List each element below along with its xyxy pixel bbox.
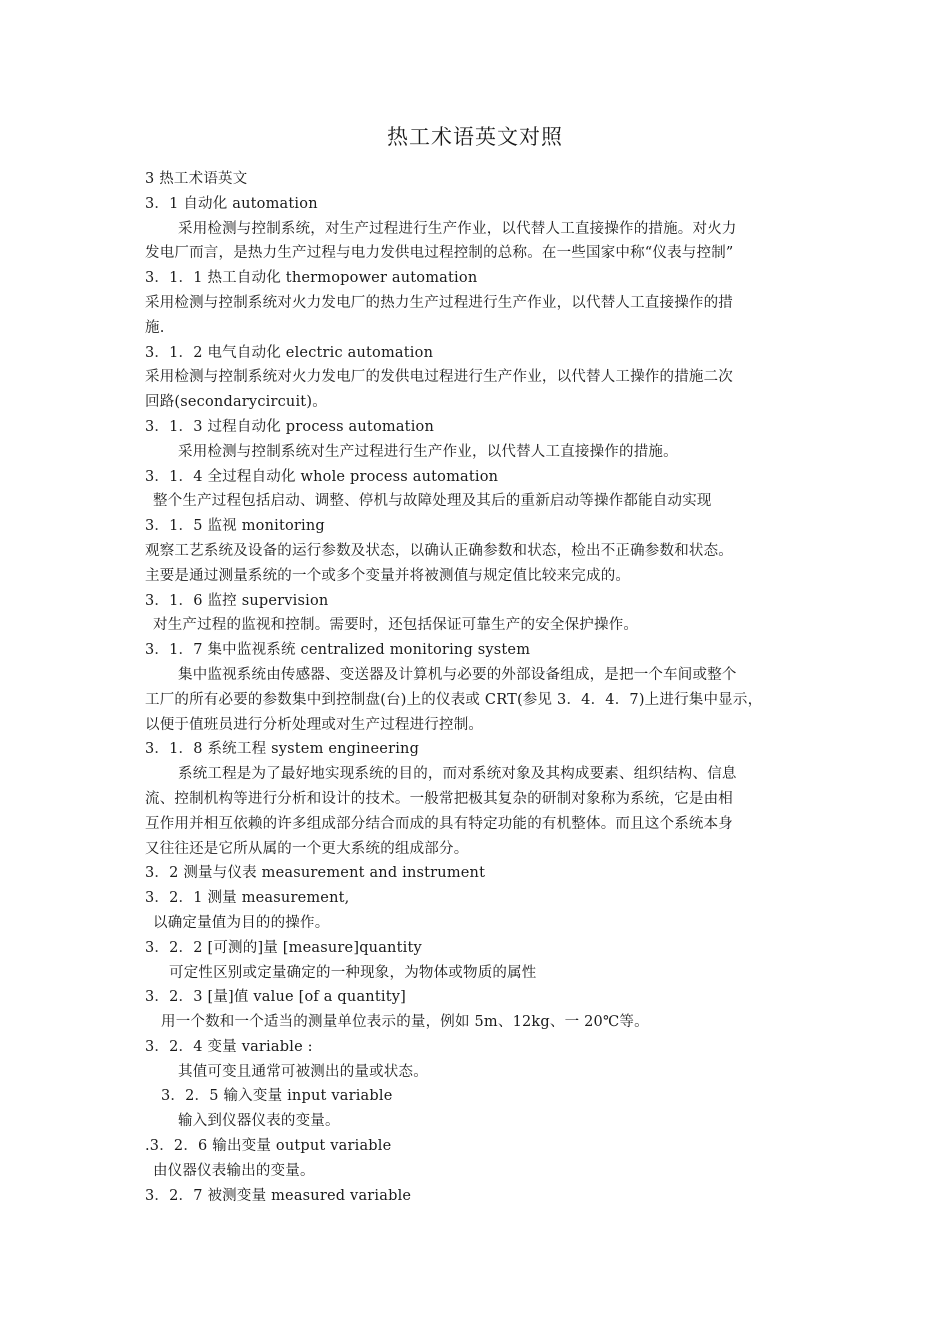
text-line: 由仪器仪表输出的变量。 [153, 1162, 315, 1179]
text-line: 集中监视系统由传感器、变送器及计算机与必要的外部设备组成，是把一个车间或整个 [178, 666, 737, 683]
text-line: 3．1．5 监视 monitoring [145, 518, 325, 535]
text-line: 观察工艺系统及设备的运行参数及状态，以确认正确参数和状态，检出不正确参数和状态。 [145, 542, 733, 559]
text-line: 系统工程是为了最好地实现系统的目的，而对系统对象及其构成要素、组织结构、信息 [178, 766, 737, 783]
text-line: 整个生产过程包括启动、调整、停机与故障处理及其后的重新启动等操作都能自动实现 [153, 493, 712, 510]
text-line: 用一个数和一个适当的测量单位表示的量，例如 5m、12kg、一 20℃等。 [161, 1014, 649, 1031]
text-line: 3 热工术语英文 [145, 171, 248, 187]
text-line: 工厂的所有必要的参数集中到控制盘(台)上的仪表或 CRT(参见 3．4．4．7)上进行集中显示， [145, 691, 763, 708]
text-line: 流、控制机构等进行分析和设计的技术。一般常把极其复杂的研制对象称为系统，它是由相 [145, 790, 733, 807]
text-line: 3．2．7 被测变量 measured variable [145, 1187, 412, 1204]
text-line: 采用检测与控制系统对火力发电厂的发供电过程进行生产作业，以代替人工操作的措施二次 [145, 369, 733, 386]
text-line: 3．2．5 输入变量 input variable [161, 1088, 393, 1105]
text-line: 主要是通过测量系统的一个或多个变量并将被测值与规定值比较来完成的。 [145, 567, 631, 584]
text-line: 采用检测与控制系统对生产过程进行生产作业，以代替人工直接操作的措施。 [178, 443, 678, 460]
document-body [145, 167, 810, 1208]
text-line: 以确定量值为目的的操作。 [153, 914, 330, 931]
text-line: 3．2．3 [量]值 value [of a quantity] [145, 989, 406, 1006]
text-line: 3．1．4 全过程自动化 whole process automation [145, 468, 499, 485]
text-line: 发电厂而言，是热力生产过程与电力发供电过程控制的总称。在一些国家中称“仪表与控制” [145, 245, 734, 262]
text-line: 3．1．8 系统工程 system engineering [145, 741, 420, 758]
text-line: 3．1．2 电气自动化 electric automation [145, 344, 434, 361]
text-line: 又往往还是它所从属的一个更大系统的组成部分。 [145, 840, 469, 857]
text-line: 其值可变且通常可被测出的量或状态。 [178, 1063, 428, 1080]
text-line: 以便于值班员进行分析处理或对生产过程进行控制。 [145, 716, 484, 733]
text-line: 采用检测与控制系统，对生产过程进行生产作业，以代替人工直接操作的措施。对火力 [178, 220, 737, 237]
text-line: 3．1 自动化 automation [145, 195, 318, 212]
text-line: 对生产过程的监视和控制。需要时，还包括保证可靠生产的安全保护操作。 [153, 617, 639, 634]
text-line: 3．1．3 过程自动化 process automation [145, 418, 434, 435]
text-line: 3．1．6 监控 supervision [145, 592, 329, 609]
text-line: 3．2．4 变量 variable : [145, 1038, 313, 1055]
text-line: 输入到仪器仪表的变量。 [178, 1113, 340, 1130]
text-line: 施. [145, 319, 165, 336]
text-line: 回路(secondarycircuit)。 [145, 394, 327, 411]
text-line: 可定性区别或定量确定的一种现象，为物体或物质的属性 [169, 964, 537, 981]
text-line: 3．1．7 集中监视系统 centralized monitoring system [145, 642, 531, 659]
text-line: 采用检测与控制系统对火力发电厂的热力生产过程进行生产作业，以代替人工直接操作的措 [145, 294, 733, 311]
text-line: 互作用并相互依赖的许多组成部分结合而成的具有特定功能的有机整体。而且这个系统本身 [145, 815, 733, 832]
text-line: 3．2．1 测量 measurement, [145, 890, 350, 907]
document-title: 热工术语英文对照 [387, 125, 563, 149]
text-line: 3．1．1 热工自动化 thermopower automation [145, 270, 478, 287]
text-line: 3．2．2 [可测的]量 [measure]quantity [145, 939, 422, 956]
text-line: 3．2 测量与仪表 measurement and instrument [145, 865, 486, 882]
text-line: .3．2．6 输出变量 output variable [145, 1138, 392, 1155]
